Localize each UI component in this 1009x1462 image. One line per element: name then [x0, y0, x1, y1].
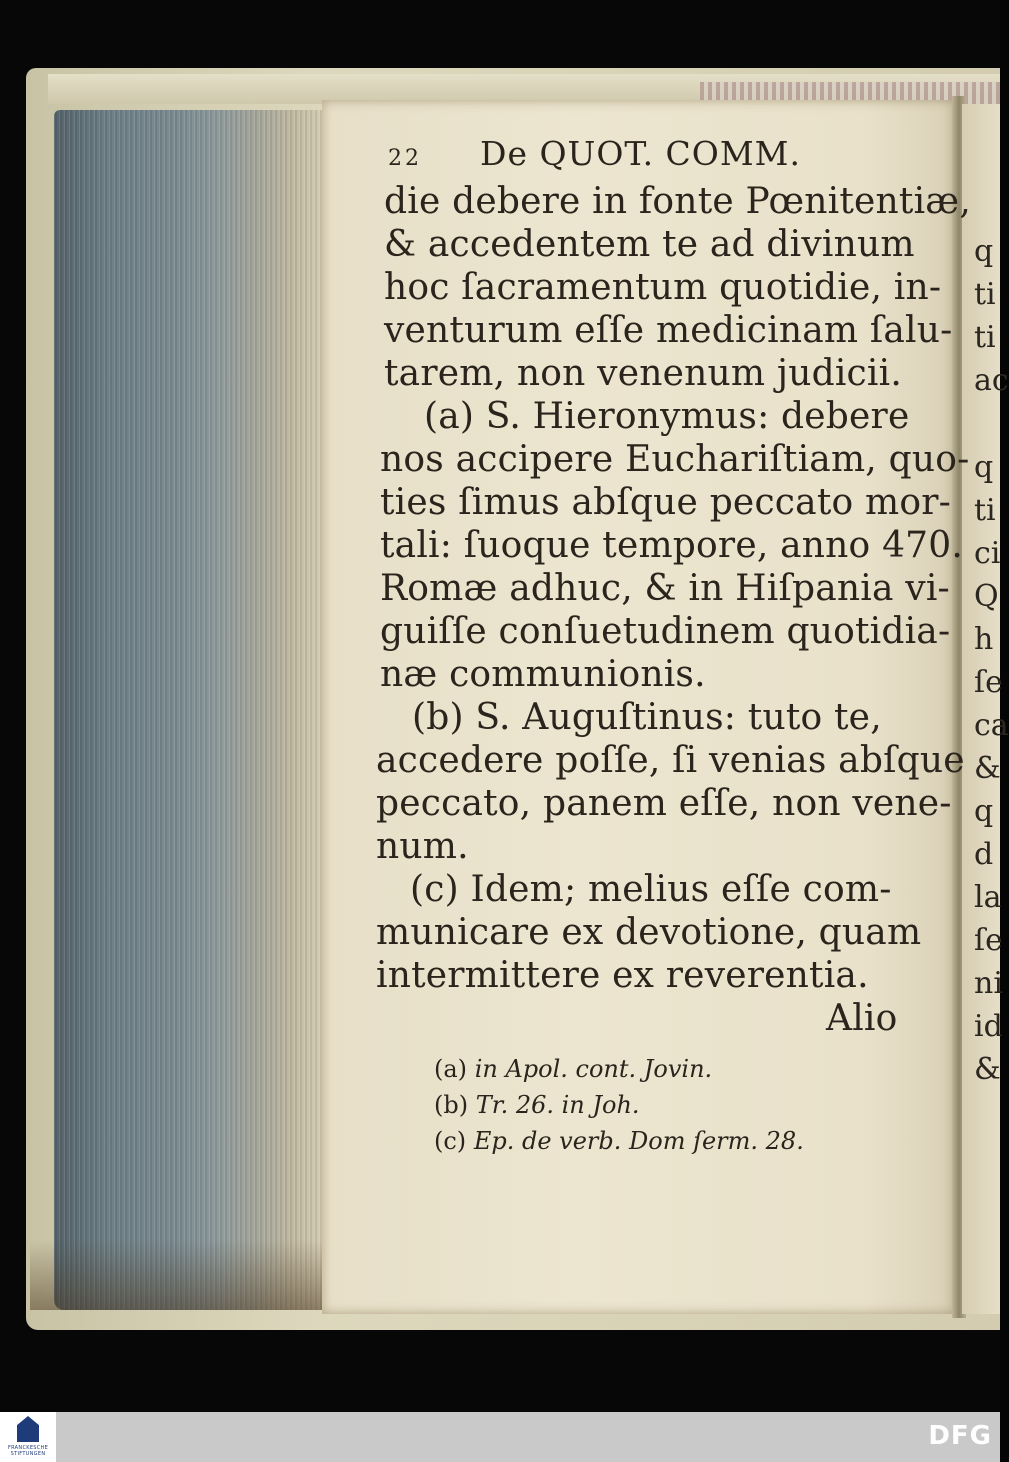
text-line: & accedentem te ad divinum: [384, 224, 915, 265]
text-line: intermittere ex reverentia.: [376, 955, 869, 996]
facing-page-fragment: h: [974, 622, 994, 657]
facing-page-fragment: q: [974, 794, 994, 829]
text-line: Romæ adhuc, & in Hiſpania vi-: [380, 568, 950, 609]
dfg-logo[interactable]: DFG: [928, 1421, 992, 1451]
text-line: (c) Idem; melius eſſe com-: [410, 869, 892, 910]
text-line: hoc ſacramentum quotidie, in-: [384, 267, 942, 308]
page-fore-edge: [54, 110, 326, 1310]
footnote: [434, 1055, 712, 1083]
text-line: municare ex devotione, quam: [376, 912, 922, 953]
text-line: num.: [376, 826, 469, 867]
facing-page-fragment: ſe: [974, 923, 1003, 958]
facing-page-fragment: &: [974, 751, 1001, 786]
facing-page-fragment: id: [974, 1009, 1003, 1044]
viewer-footer-bar: [0, 1412, 1000, 1462]
text-line: venturum eſſe medicinam ſalu-: [384, 310, 953, 351]
text-line: ties ſimus abſque peccato mor-: [380, 482, 951, 523]
catchword: Alio: [826, 998, 898, 1039]
facing-page-fragment: ca: [974, 708, 1009, 743]
facing-page-fragment: q: [974, 234, 994, 269]
footnote-text: Tr. 26. in Joh.: [475, 1091, 640, 1119]
facing-page-fragment: q: [974, 450, 994, 485]
facing-page-fragment: ſe: [974, 665, 1003, 700]
text-line: accedere poſſe, ſi venias abſque: [376, 740, 965, 781]
facing-page-fragment: ti: [974, 277, 996, 312]
facing-page-fragment: la: [974, 880, 1002, 915]
text-line: (a) S. Hieronymus: debere: [424, 396, 910, 437]
text-line: peccato, panem eſſe, non vene-: [376, 783, 952, 824]
footnote-mark: (c): [434, 1127, 467, 1155]
text-line: guiſſe conſuetudinem quotidia-: [380, 611, 951, 652]
facing-page-fragment: d: [974, 837, 994, 872]
facing-page-fragment: Q: [974, 579, 999, 614]
facing-page-fragment: &: [974, 1052, 1001, 1087]
footnote: [434, 1091, 640, 1119]
francke-logo[interactable]: [0, 1412, 56, 1462]
edge-shadow: [30, 1240, 330, 1310]
facing-page-edge: [962, 104, 1009, 1314]
text-line: (b) S. Auguſtinus: tuto te,: [412, 697, 882, 738]
footnote: [434, 1127, 804, 1155]
facing-page-fragment: ti: [974, 320, 996, 355]
facing-page-fragment: ac: [974, 363, 1009, 398]
footnote-mark: (b): [434, 1091, 469, 1119]
institution-icon: [17, 1416, 39, 1442]
francke-logo-caption: FRANCKESCHE STIFTUNGEN: [7, 1445, 49, 1457]
text-line: die debere in fonte Pœnitentiæ,: [384, 181, 971, 222]
running-head: [388, 134, 801, 173]
running-head-de: De: [480, 134, 528, 173]
text-line: næ communionis.: [380, 654, 706, 695]
page-number: 22: [388, 146, 422, 171]
text-line: tali: ſuoque tempore, anno 470.: [380, 525, 964, 566]
facing-page-fragment: ti: [974, 493, 996, 528]
footnote-text: in Apol. cont. Jovin.: [474, 1055, 713, 1083]
text-line: nos accipere Euchariſtiam, quo-: [380, 439, 970, 480]
footnote-text: Ep. de verb. Dom ſerm. 28.: [473, 1127, 804, 1155]
facing-page-fragment: ci: [974, 536, 1001, 571]
running-head-title: QUOT. COMM.: [539, 134, 801, 173]
text-line: tarem, non venenum judicii.: [384, 353, 902, 394]
facing-page-fragment: ni: [974, 966, 1003, 1001]
footnote-mark: (a): [434, 1055, 468, 1083]
